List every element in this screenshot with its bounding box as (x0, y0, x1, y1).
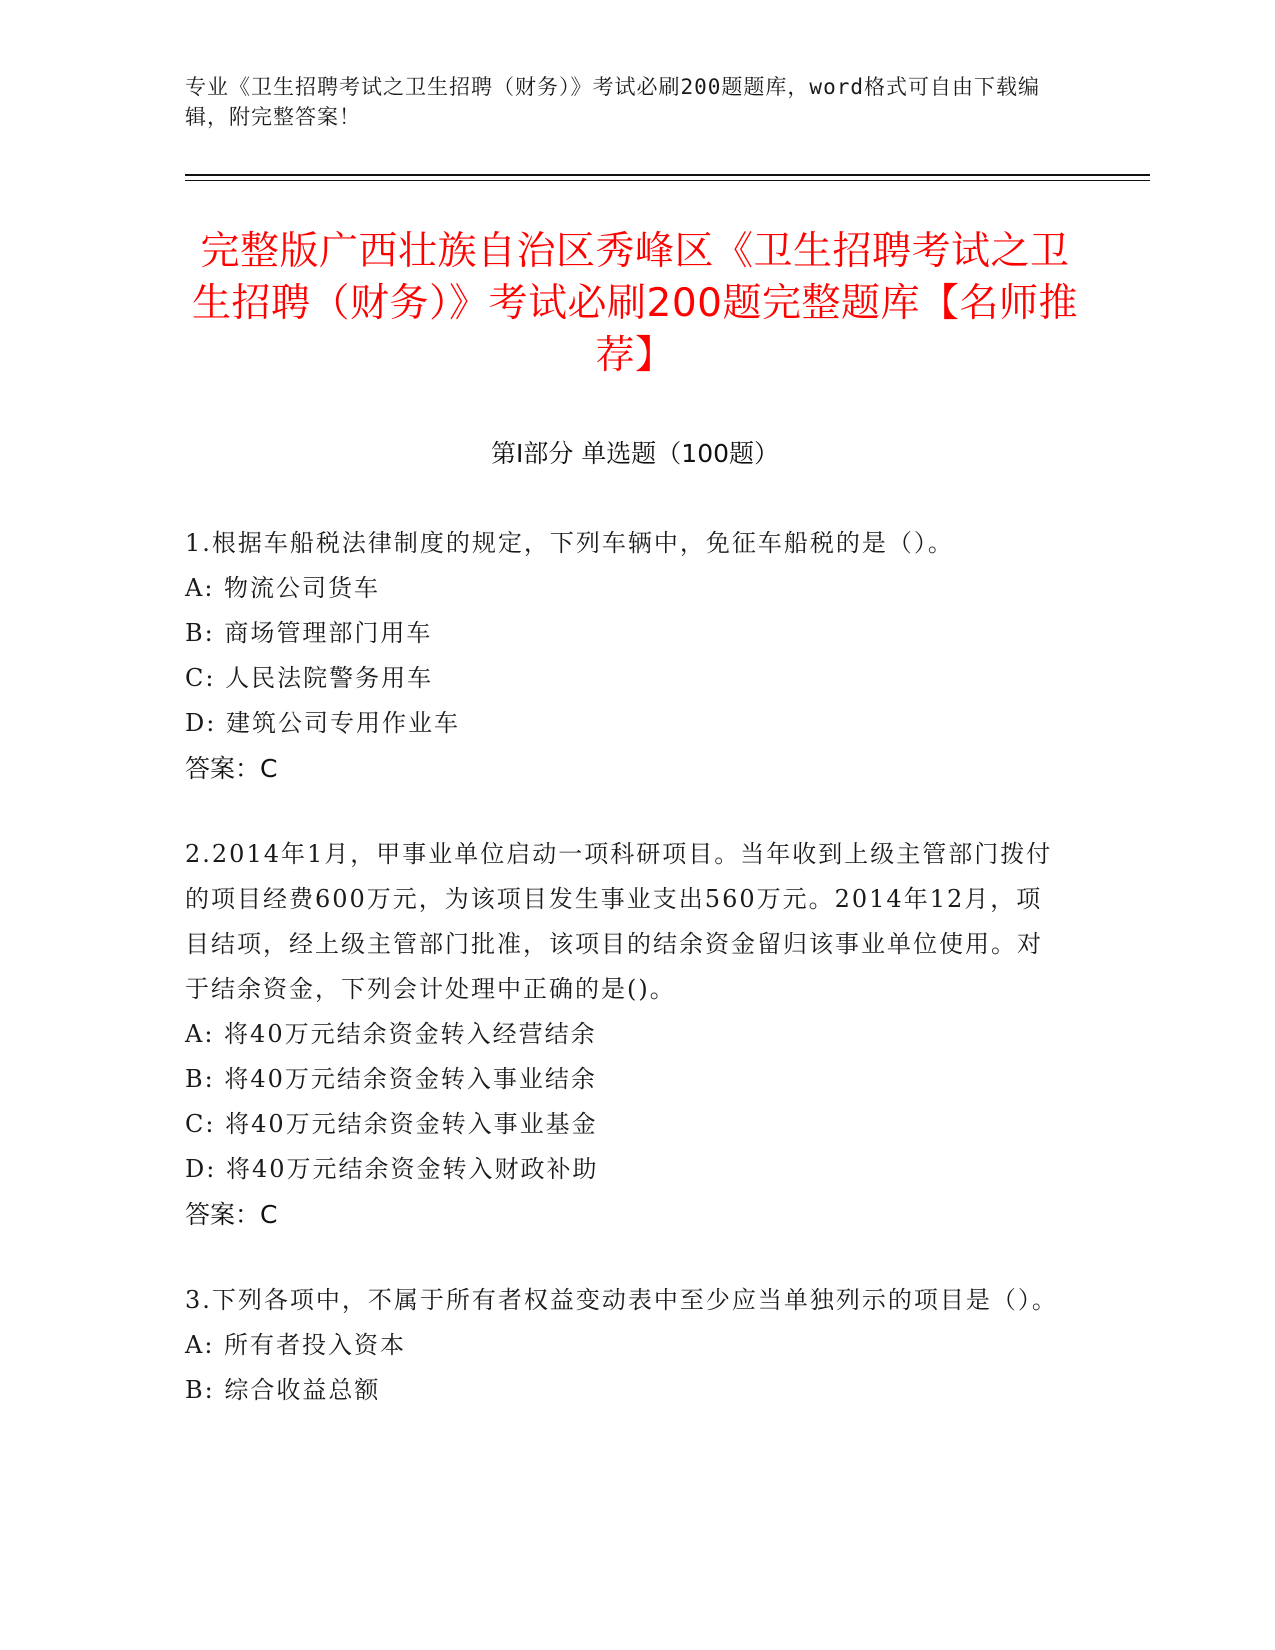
header-divider-thick (185, 174, 1150, 176)
question-1 (185, 521, 1065, 791)
option-a: A: 物流公司货车 (185, 574, 381, 602)
answer: 答案：C (185, 754, 278, 783)
question-list (185, 521, 1065, 1454)
header-divider-thin (185, 180, 1150, 181)
question-stem: 3.下列各项中，不属于所有者权益变动表中至少应当单独列示的项目是（）。 (185, 1286, 1058, 1314)
question-stem: 1.根据车船税法律制度的规定，下列车辆中，免征车船税的是（）。 (185, 529, 954, 557)
question-2 (185, 832, 1065, 1237)
answer: 答案：C (185, 1200, 278, 1229)
option-b: B: 综合收益总额 (185, 1376, 381, 1404)
header-note: 专业《卫生招聘考试之卫生招聘（财务）》考试必刷200题题库，word格式可自由下载编辑，附完整答案！ (185, 75, 1040, 129)
question-stem: 2.2014年1月，甲事业单位启动一项科研项目。当年收到上级主管部门拨付的项目经费600万元，为该项目发生事业支出560万元。2014年12月，项目结项，经上级主管部门批准，该项目的结余资金留归该事业单位使用。对于结余资金，下列会计处理中正确的是()。 (185, 840, 1053, 1003)
option-a: A: 将40万元结余资金转入经营结余 (185, 1020, 597, 1048)
document-title: 完整版广西壮族自治区秀峰区《卫生招聘考试之卫生招聘（财务）》考试必刷200题完整题库【名师推荐】 (192, 229, 1078, 378)
option-d: D: 建筑公司专用作业车 (185, 709, 460, 737)
question-3 (185, 1278, 1065, 1413)
option-b: B: 将40万元结余资金转入事业结余 (185, 1065, 597, 1093)
option-d: D: 将40万元结余资金转入财政补助 (185, 1155, 599, 1183)
option-c: C: 人民法院警务用车 (185, 664, 434, 692)
option-b: B: 商场管理部门用车 (185, 619, 433, 647)
section-heading: 第I部分 单选题（100题） (490, 439, 780, 468)
option-a: A: 所有者投入资本 (185, 1331, 407, 1359)
option-c: C: 将40万元结余资金转入事业基金 (185, 1110, 598, 1138)
